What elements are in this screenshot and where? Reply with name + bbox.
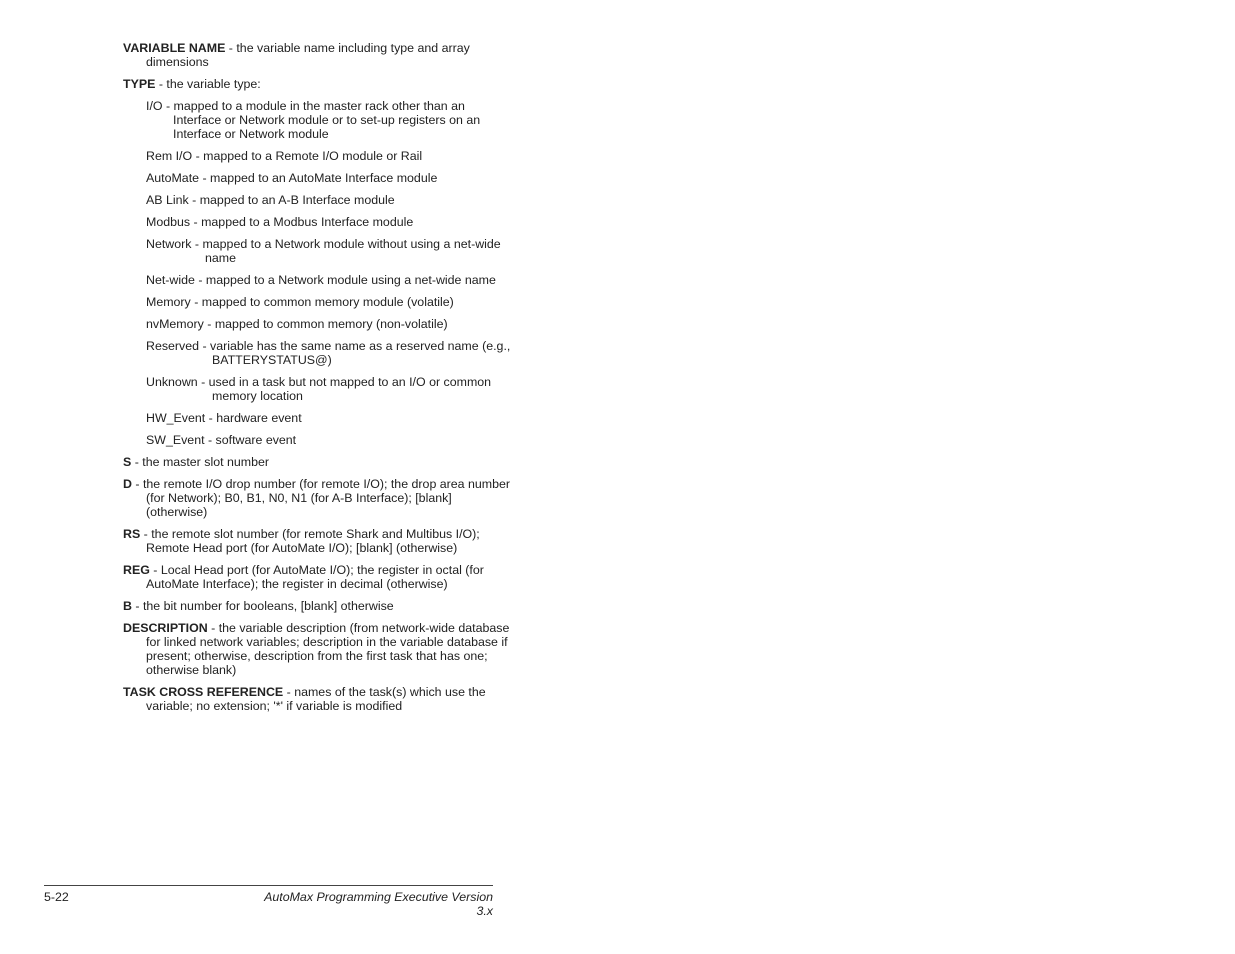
term-type: TYPE [123,77,156,91]
desc-description: - the variable description (from network-wide database for linked network variables; description in the variable database if present; otherwise, description from the first task that has one; otherwise blank) [146,621,510,677]
entry-d [123,477,513,519]
term-b: B [123,599,132,613]
desc-task-cross-reference: - names of the task(s) which use the variable; no extension; '*' if variable is modified [146,685,486,713]
type-item-reserved: Reserved - variable has the same name as a reserved name (e.g., BATTERYSTATUS@) [146,339,511,367]
term-d: D [123,477,132,491]
entry-s [123,455,513,469]
entry-rs [123,527,513,555]
desc-s: - the master slot number [131,455,269,469]
type-item-unknown: Unknown - used in a task but not mapped to an I/O or common memory location [146,375,492,403]
term-task-cross-reference: TASK CROSS REFERENCE [123,685,284,699]
footer-title: AutoMax Programming Executive Version 3.x [264,890,493,918]
document-body [123,41,513,721]
entry-reg [123,563,513,591]
type-item-rem-io: Rem I/O - mapped to a Remote I/O module or Rail [146,149,423,163]
type-item-ab-link: AB Link - mapped to an A-B Interface module [146,193,395,207]
type-item-io: I/O - mapped to a module in the master rack other than an Interface or Network module or to set-up registers on an Interface or Network module [146,99,481,141]
entry-b [123,599,513,613]
desc-b: - the bit number for booleans, [blank] otherwise [131,599,394,613]
type-item-hw-event: HW_Event - hardware event [146,411,302,425]
term-description: DESCRIPTION [123,621,208,635]
term-s: S [123,455,132,469]
type-item-automate: AutoMate - mapped to an AutoMate Interface module [146,171,438,185]
type-item-memory: Memory - mapped to common memory module (volatile) [146,295,454,309]
page-number: 5-22 [44,890,69,904]
desc-reg: - Local Head port (for AutoMate I/O); the register in octal (for AutoMate Interface); the register in decimal (otherwise) [146,563,484,591]
term-variable-name: VARIABLE NAME [123,41,226,55]
entry-type [123,77,513,91]
term-rs: RS [123,527,141,541]
desc-type: - the variable type: [155,77,261,91]
desc-d: - the remote I/O drop number (for remote I/O); the drop area number (for Network); B0, B1, N0, N1 (for A-B Interface); [blank] (otherwise) [131,477,511,519]
entry-variable-name [123,41,513,69]
footer-rule [44,885,493,886]
type-item-modbus: Modbus - mapped to a Modbus Interface module [146,215,414,229]
desc-rs: - the remote slot number (for remote Shark and Multibus I/O); Remote Head port (for AutoMate I/O); [blank] (otherwise) [140,527,480,555]
type-list [123,99,513,447]
desc-variable-name: - the variable name including type and array dimensions [146,41,470,69]
type-item-network: Network - mapped to a Network module without using a net-wide name [146,237,501,265]
type-item-nvmemory: nvMemory - mapped to common memory (non-volatile) [146,317,448,331]
entry-task-cross-reference [123,685,513,713]
term-reg: REG [123,563,150,577]
entry-description [123,621,513,677]
type-item-net-wide: Net-wide - mapped to a Network module using a net-wide name [146,273,496,287]
type-item-sw-event: SW_Event - software event [146,433,297,447]
